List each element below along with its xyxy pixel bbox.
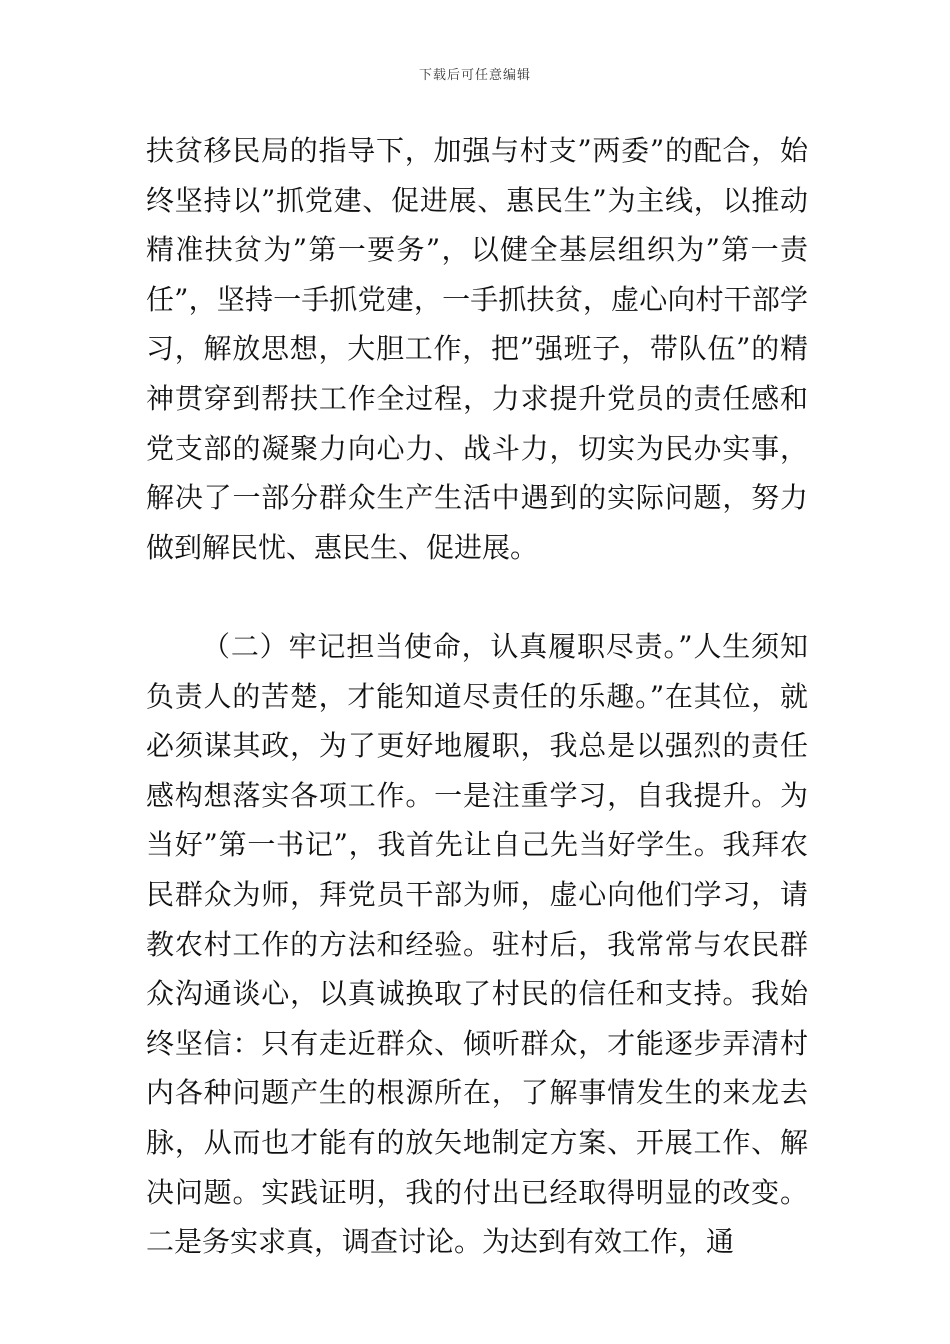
body-paragraph-2: （二）牢记担当使命，认真履职尽责。”人生须知负责人的苦楚，才能知道尽责任的乐趣。”在其位，就必须谋其政，为了更好地履职，我总是以强烈的责任感构想落实各项工作。一是注重学习，自我提升。为当好”第一书记”，我首先让自己先当好学生。我拜农民群众为师，拜党员干部为师，虚心向他们学习，请教农村工作的方法和经验。驻村后，我常常与农民群众沟通谈心，以真诚换取了村民的信任和支持。我始终坚信：只有走近群众、倾听群众，才能逐步弄清村内各种问题产生的根源所在，了解事情发生的来龙去脉，从而也才能有的放矢地制定方案、开展工作、解决问题。实践证明，我的付出已经取得明显的改变。二是务实求真，调查讨论。为达到有效工作，通 (146, 630, 808, 1259)
page-header-note: 下载后可任意编辑 (418, 68, 531, 83)
body-paragraph-1: 扶贫移民局的指导下，加强与村支”两委”的配合，始终坚持以”抓党建、促进展、惠民生”为主线，以推动精准扶贫为”第一要务”，以健全基层组织为”第一责任”，坚持一手抓党建，一手抓扶贫，虚心向村干部学习，解放思想，大胆工作，把”强班子，带队伍”的精神贯穿到帮扶工作全过程，力求提升党员的责任感和党支部的凝聚力向心力、战斗力，切实为民办实事，解决了一部分群众生产生活中遇到的实际问题，努力做到解民忧、惠民生、促进展。 (146, 134, 808, 564)
